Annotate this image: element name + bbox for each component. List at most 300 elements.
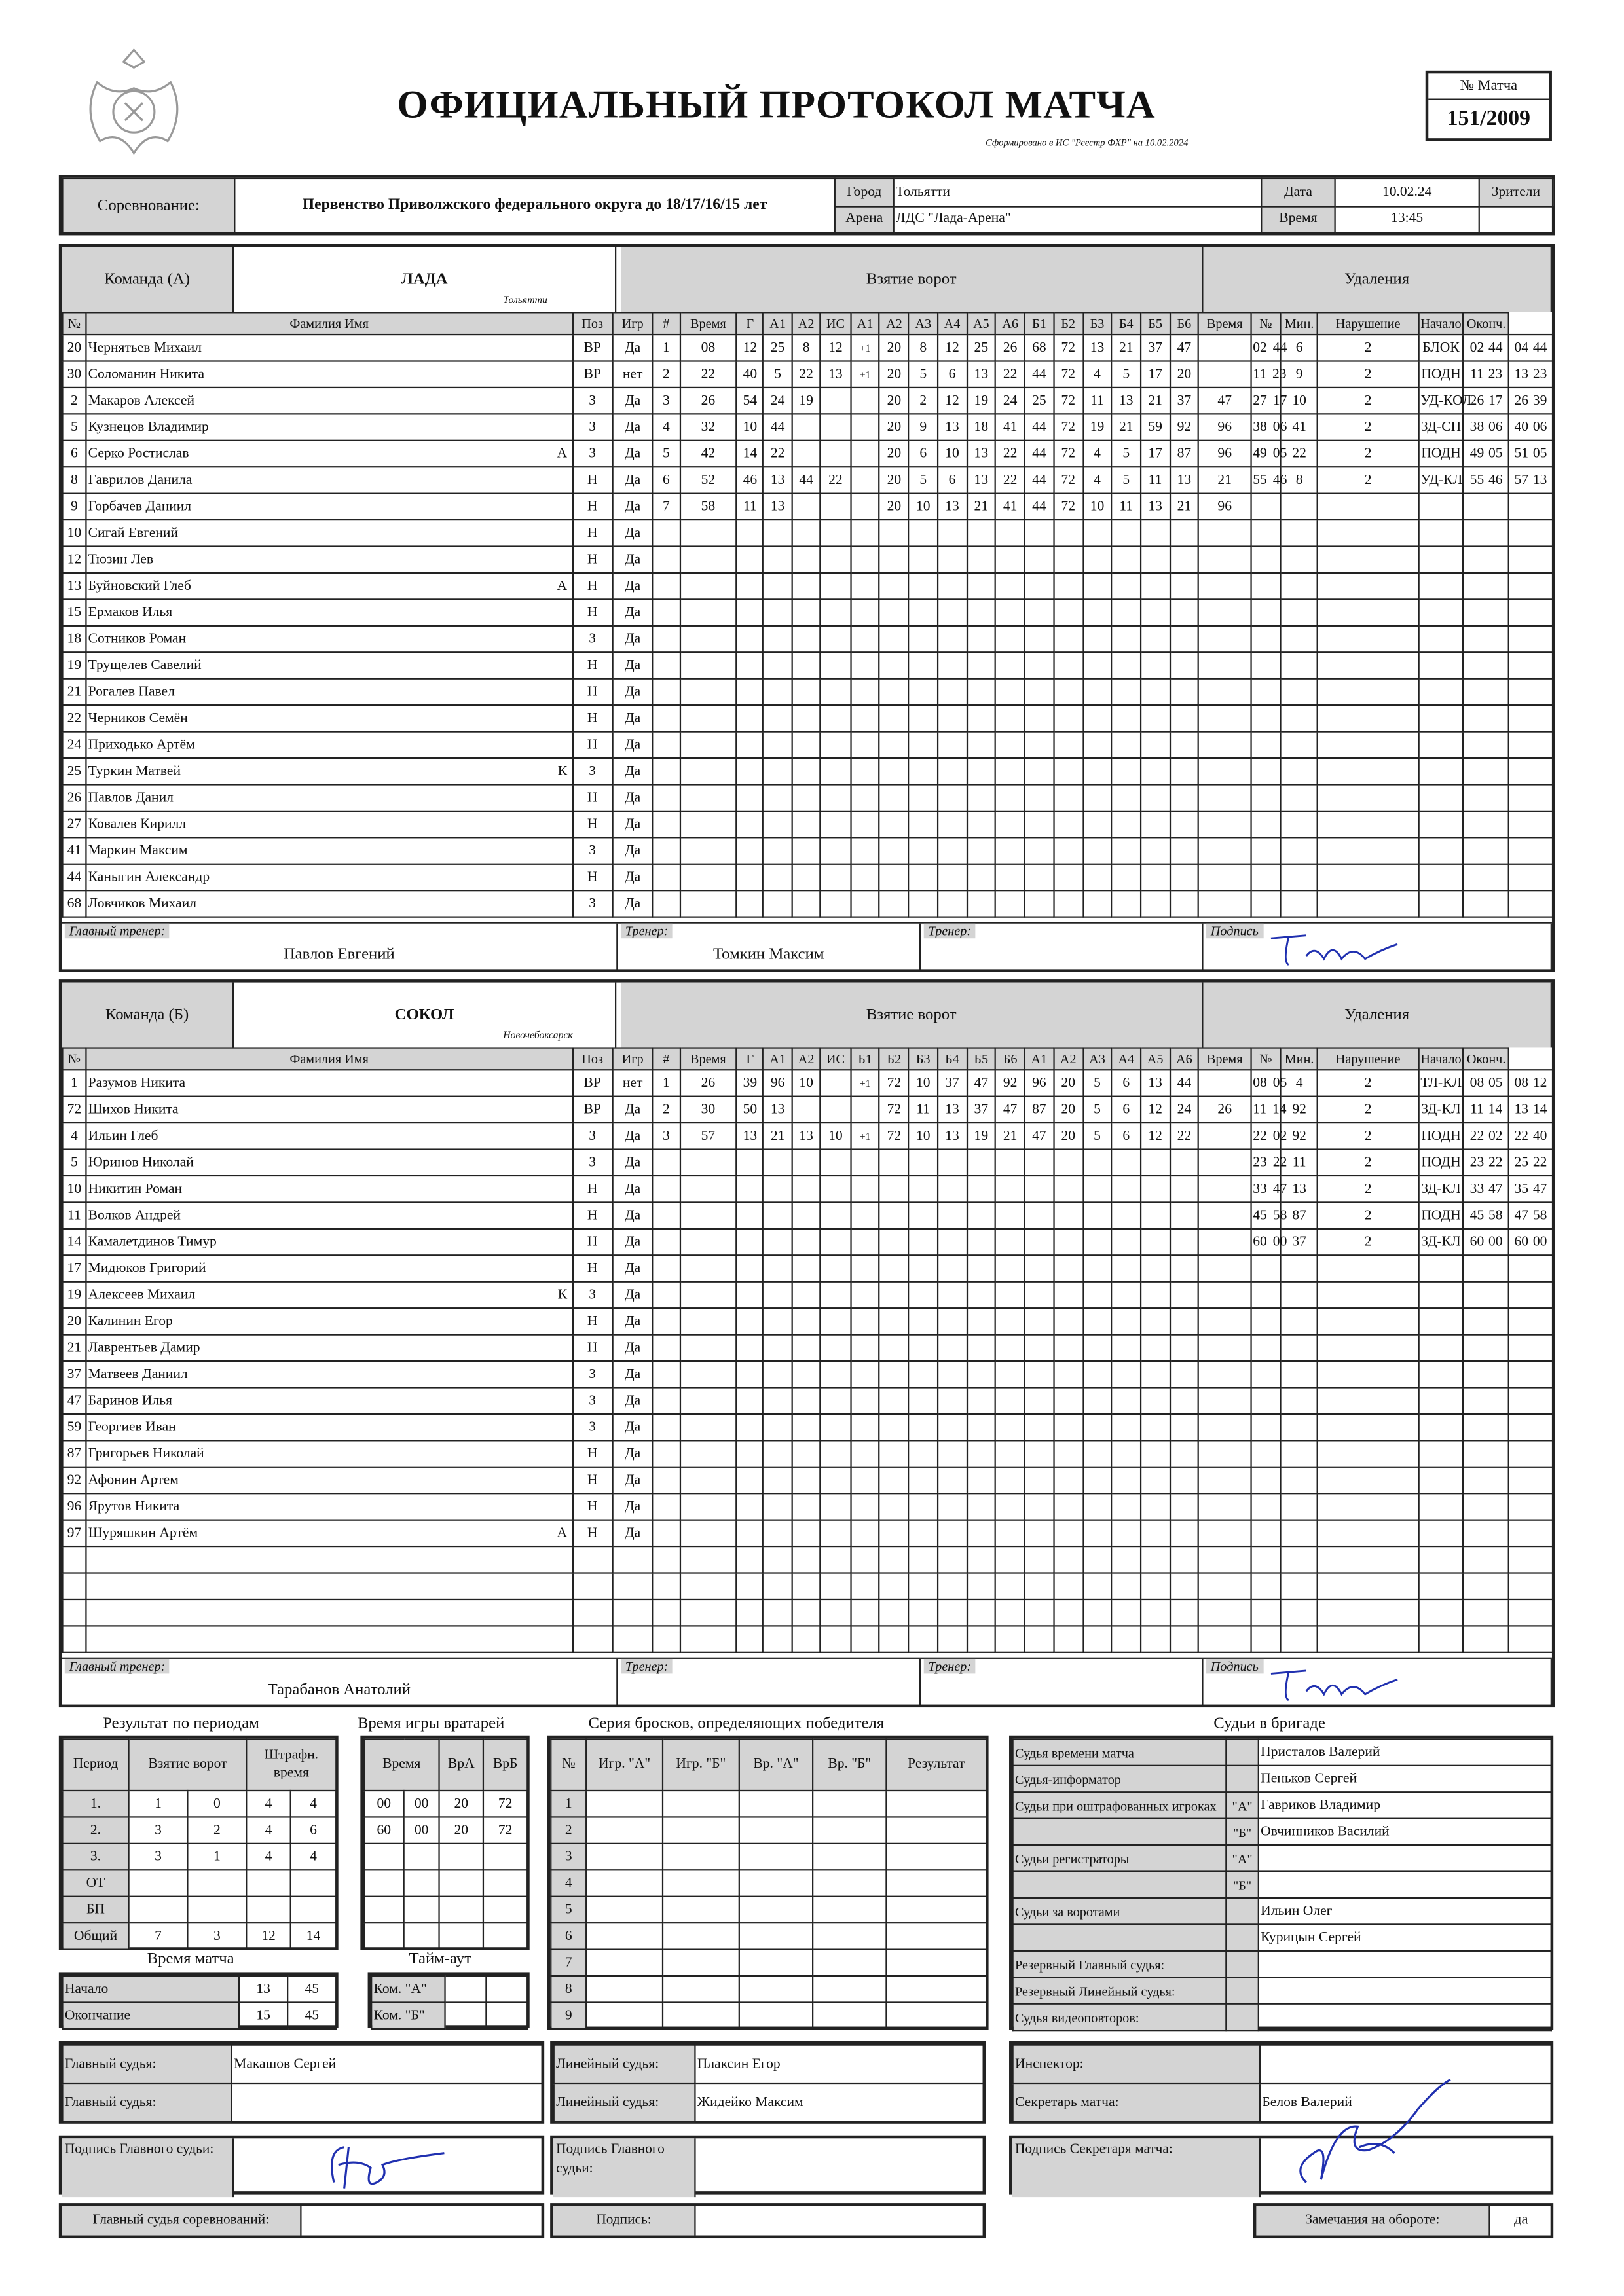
goal-cell [764,1229,792,1255]
goal-cell [1199,1573,1251,1599]
penalty-minutes [1318,547,1418,573]
official-role: Судья видеоповторов: [1013,2004,1227,2030]
goal-cell [967,1414,995,1440]
goal-cell: 18 [967,414,995,440]
goal-cell: 11 [1141,467,1170,493]
goal-cell [851,652,879,678]
penalty-violation [1418,599,1464,625]
goal-cell [967,626,995,652]
goal-cell: 20 [1170,361,1198,387]
goal-cell [792,1202,821,1228]
end-min: 04 [1514,338,1529,355]
penalty-time [1251,599,1281,625]
goalie-time-col: Время [364,1739,439,1791]
goal-cell [821,758,851,784]
goal-cell [909,1414,938,1440]
team-city: Тольятти [503,294,547,306]
penalty-end [1509,388,1553,414]
goal-cell [653,652,680,678]
player-number: 20 [62,1308,86,1334]
goal-cell: 5 [909,467,938,493]
goal-cell [995,705,1024,731]
goal-cell [680,1573,737,1599]
penalty-time [1251,1546,1281,1573]
penalty-minutes [1318,732,1418,758]
goal-cell [653,626,680,652]
goal-cell [1082,1440,1111,1467]
player-name-text: Туркин Матвей [88,762,181,779]
col-assist1: А1 [764,1048,792,1070]
player-name [86,1097,572,1123]
goal-cell: 72 [1054,467,1082,493]
goal-cell [792,652,821,678]
penalty-start [1464,573,1509,599]
penalty-sec: 06 [1272,418,1287,435]
shootout-cell [886,1844,986,1870]
penalty-player [1281,890,1318,917]
goal-cell [737,1308,764,1334]
goal-cell [792,890,821,917]
penalty-player [1281,626,1318,652]
goal-cell: 6 [938,361,967,387]
shootout-cell [813,1923,886,1949]
penalty-minutes: 2 [1318,388,1418,414]
penalty-time [1251,1123,1287,1149]
goal-cell [821,1520,851,1546]
goal-cell [1141,1335,1170,1361]
goal-cell [1112,679,1141,705]
goal-cell [879,520,908,546]
goal-cell [1170,1414,1198,1440]
goal-cell [821,1308,851,1334]
time-label: Время [1261,206,1335,233]
player-name [86,1229,572,1255]
goal-cell [1082,652,1111,678]
player-number: 68 [62,890,86,917]
goal-cell: 44 [1025,467,1054,493]
goal-cell [1025,1387,1054,1413]
goal-cell [1141,1573,1170,1599]
goal-cell [764,1176,792,1202]
player-name [86,1308,572,1334]
shootout-cell [663,1870,739,1896]
team-label: Команда (Б) [62,983,234,1048]
goal-cell [967,520,995,546]
official-role: Судьи за воротами [1013,1898,1227,1924]
goal-cell: 22 [1170,1123,1198,1149]
goal-cell [653,1335,680,1361]
shootout-cell [739,1923,813,1949]
goal-cell [1112,1467,1141,1493]
goal-cell: 25 [967,335,995,361]
penalty-min: 11 [1253,365,1267,382]
goal-cell [792,1255,821,1281]
period-cell [187,1897,246,1923]
penalty-violation [1418,573,1464,599]
col-goal-no: # [653,1048,680,1070]
goal-cell [737,1626,764,1652]
goal-cell [792,1097,821,1123]
player-number: 26 [62,784,86,811]
penalty-time [1251,520,1281,546]
start-sec: 06 [1488,418,1503,435]
goal-cell [764,1626,792,1652]
penalty-violation: ЗД-КЛ [1418,1229,1464,1255]
goal-cell [851,732,879,758]
shootout-cell [586,1950,663,1976]
penalty-player [1281,837,1318,864]
penalty-end [1509,441,1553,467]
penalty-time [1251,1599,1281,1626]
goal-cell [879,547,908,573]
penalty-min: 27 [1253,392,1267,409]
official-name [1259,1951,1551,1977]
goal-cell [938,1361,967,1387]
player-row [62,784,1552,811]
player-row [62,1599,1552,1626]
shootout-cell [586,1897,663,1923]
period-col-label: Период [62,1739,128,1791]
goal-cell [1112,811,1141,837]
col-on-ice: А5 [967,312,995,335]
penalty-time [1251,1070,1287,1096]
goal-cell [764,784,792,811]
player-position: З [572,1282,612,1308]
captain-mark: К [557,762,568,779]
penalty-end [1509,467,1553,493]
goal-cell [680,1440,737,1467]
goal-cell [764,705,792,731]
goal-cell: 24 [995,388,1024,414]
official-name: Ильин Олег [1259,1898,1551,1924]
penalty-start [1464,1520,1509,1546]
shootout-col: Результат [886,1739,986,1791]
penalty-minutes: 2 [1318,1202,1418,1228]
goal-cell [1141,1546,1170,1573]
penalty-min: 22 [1253,1127,1267,1144]
player-position: Н [572,1520,612,1546]
goalie-time-cell [439,1897,483,1923]
goal-cell [680,1202,737,1228]
penalty-start [1464,626,1509,652]
goal-cell [1054,1414,1082,1440]
penalty-min: 02 [1253,338,1267,355]
goal-cell [909,547,938,573]
penalty-violation [1418,547,1464,573]
player-number: 9 [62,494,86,520]
player-row [62,652,1552,678]
player-row [62,520,1552,546]
goal-cell: 12 [821,335,851,361]
shootout-row-no: 8 [551,1976,586,2002]
penalty-end [1509,732,1553,758]
goal-cell [1170,1255,1198,1281]
goal-cell [967,1387,995,1413]
penalty-player [1281,599,1318,625]
player-row [62,1255,1552,1281]
goal-cell: 1 [653,1070,680,1096]
goal-cell [680,1335,737,1361]
goal-cell: 10 [909,1070,938,1096]
goal-cell: 6 [1112,1097,1141,1123]
player-position: Н [572,1493,612,1520]
player-position: Н [572,547,612,573]
date-label: Дата [1261,179,1335,206]
goal-cell [1170,1467,1198,1493]
goal-cell [653,732,680,758]
goal-cell [792,864,821,890]
official-team: "Б" [1226,1819,1258,1845]
penalty-minutes [1318,494,1418,520]
col-pen-no: № [1251,1048,1281,1070]
goal-cell [1082,890,1111,917]
col-pen-time: Время [1199,1048,1251,1070]
goal-cell [879,758,908,784]
goalie-time-cell [439,1844,483,1870]
start-min: 26 [1469,392,1485,409]
player-row [62,1123,1552,1149]
goal-cell [1199,837,1251,864]
goal-cell: 21 [995,1123,1024,1149]
goal-cell [1082,520,1111,546]
goal-cell [995,1308,1024,1334]
col-no: № [62,1048,86,1070]
goal-cell [995,1599,1024,1626]
goal-cell: 19 [1082,414,1111,440]
start-min: 11 [1470,365,1484,382]
goal-cell: 47 [1199,388,1251,414]
penalty-time [1251,1467,1281,1493]
goalie-time-cell [404,1844,439,1870]
player-number: 92 [62,1467,86,1493]
player-name [86,705,572,731]
goal-cell: 8 [792,335,821,361]
col-on-ice: Б5 [1141,312,1170,335]
shootout-cell [813,2002,886,2028]
goal-cell: 19 [792,388,821,414]
player-played: Да [612,547,652,573]
col-on-ice: А1 [1025,1048,1054,1070]
goal-cell [680,1626,737,1652]
goal-cell [1082,1387,1111,1413]
penalty-player [1281,811,1318,837]
end-min: 13 [1514,1101,1529,1118]
col-on-ice: Б3 [1082,312,1111,335]
goal-cell [1112,599,1141,625]
goal-cell [1082,1282,1111,1308]
player-position: З [572,758,612,784]
goal-cell [680,784,737,811]
goal-cell [851,467,879,493]
coach-label: Тренер: [621,1659,673,1673]
goal-cell: 20 [879,414,908,440]
goal-cell [909,811,938,837]
goals-col-label: Взятие ворот [129,1739,247,1791]
player-number: 97 [62,1520,86,1546]
goal-cell [764,1573,792,1599]
goal-cell [909,1440,938,1467]
end-min: 51 [1514,445,1529,462]
official-team [1226,1951,1258,1977]
player-played: Да [612,1123,652,1149]
penalty-minutes [1318,599,1418,625]
goal-cell: 11 [909,1097,938,1123]
coach-signature-label: Подпись [1206,924,1263,938]
goal-cell [1199,1440,1251,1467]
penalty-player [1281,864,1318,890]
goal-cell [1199,1176,1251,1202]
goal-cell [792,1308,821,1334]
goal-cell [1112,890,1141,917]
goal-cell [1082,1626,1111,1652]
goal-cell: 21 [1170,494,1198,520]
goal-cell [737,599,764,625]
penalty-player [1281,1573,1318,1599]
goal-cell [1054,1335,1082,1361]
penalty-end [1509,361,1553,387]
goal-cell [680,1361,737,1387]
penalty-violation: ЗД-СП [1418,414,1464,440]
col-on-ice: А1 [851,312,879,335]
competition-signature-label: Подпись: [553,2206,696,2236]
player-number: 72 [62,1097,86,1123]
goal-cell [821,652,851,678]
goal-cell [879,1150,908,1176]
generated-note: Сформировано в ИС "Реестр ФХР" на 10.02.2024 [986,138,1189,149]
end-sec: 23 [1532,365,1547,382]
goal-cell [1141,520,1170,546]
goal-cell [938,652,967,678]
col-name: Фамилия Имя [86,1048,572,1070]
goal-cell: 10 [821,1123,851,1149]
goal-cell [1112,573,1141,599]
goal-cell [680,758,737,784]
col-assist2: А2 [792,1048,821,1070]
goal-cell: 26 [680,388,737,414]
goal-cell [1141,652,1170,678]
goal-cell [1141,1308,1170,1334]
player-row [62,1467,1552,1493]
goal-cell [792,626,821,652]
penalty-violation [1418,1414,1464,1440]
goal-cell [1141,1202,1170,1228]
official-role: Резервный Главный судья: [1013,1951,1227,1977]
penalty-minutes [1318,1414,1418,1440]
goal-cell [1025,1202,1054,1228]
penalty-min: 45 [1253,1207,1267,1223]
goal-cell [967,1229,995,1255]
penalty-player: 13 [1281,1176,1318,1202]
goal-cell: 13 [1141,494,1170,520]
match-number-label: № Матча [1428,73,1549,100]
player-name-text: Камалетдинов Тимур [88,1233,217,1250]
penalty-end [1509,1573,1553,1599]
goal-cell [851,1361,879,1387]
goal-cell [995,1202,1024,1228]
penalty-player [1281,1255,1318,1281]
goal-cell [1054,1599,1082,1626]
penalty-end [1509,1123,1553,1149]
goal-cell [821,388,851,414]
player-played: Да [612,1202,652,1228]
col-on-ice: А5 [1141,1048,1170,1070]
goal-cell [680,599,737,625]
penalty-violation [1418,811,1464,837]
penalty-minutes [1318,1520,1418,1546]
goal-cell [764,1150,792,1176]
penalty-minutes [1318,1255,1418,1281]
start-min: 38 [1469,418,1485,435]
goal-cell: 37 [938,1070,967,1096]
end-sec: 47 [1532,1180,1547,1197]
goal-cell [1199,679,1251,705]
goal-cell [653,811,680,837]
goal-cell [995,890,1024,917]
goal-cell [909,784,938,811]
official-team [1226,1924,1258,1950]
end-sec: 44 [1532,338,1547,355]
official-name [1259,1977,1551,2003]
goal-cell [1025,1467,1054,1493]
player-name-text: Черников Семён [88,709,188,726]
goal-cell [821,1229,851,1255]
col-played: Игр [612,312,652,335]
goal-cell [1112,1387,1141,1413]
penalty-violation [1418,652,1464,678]
coach-2-label: Тренер: [924,924,976,938]
goal-cell [879,1255,908,1281]
goal-cell [792,1361,821,1387]
penalty-start [1464,1070,1509,1096]
goal-cell [680,626,737,652]
goal-cell [821,494,851,520]
penalty-minutes [1318,890,1418,917]
start-min: 60 [1469,1233,1485,1250]
goal-cell [653,705,680,731]
goal-cell: 11 [1082,388,1111,414]
goal-cell: 96 [1199,414,1251,440]
player-name [86,361,572,387]
player-name [86,890,572,917]
goal-cell [879,890,908,917]
goal-cell: 41 [995,494,1024,520]
player-played: Да [612,1150,652,1176]
goal-cell: 11 [1112,494,1141,520]
goal-cell: 25 [764,335,792,361]
goal-cell [967,1202,995,1228]
goal-cell [967,732,995,758]
goal-cell [879,784,908,811]
player-position: З [572,1361,612,1387]
goal-cell [1112,758,1141,784]
goal-cell [1199,1229,1251,1255]
player-number: 21 [62,679,86,705]
player-played: Да [612,1097,652,1123]
goal-cell: 13 [967,361,995,387]
penalty-violation [1418,1335,1464,1361]
penalty-violation [1418,1520,1464,1546]
goal-cell [821,626,851,652]
period-cell: ОТ [62,1870,128,1896]
player-played: Да [612,1361,652,1387]
player-row [62,1097,1552,1123]
player-row [62,1520,1552,1546]
penalty-start [1464,1308,1509,1334]
goal-cell [1199,864,1251,890]
end-min: 40 [1514,418,1529,435]
goal-cell: 13 [792,1123,821,1149]
goal-cell: 20 [1054,1097,1082,1123]
